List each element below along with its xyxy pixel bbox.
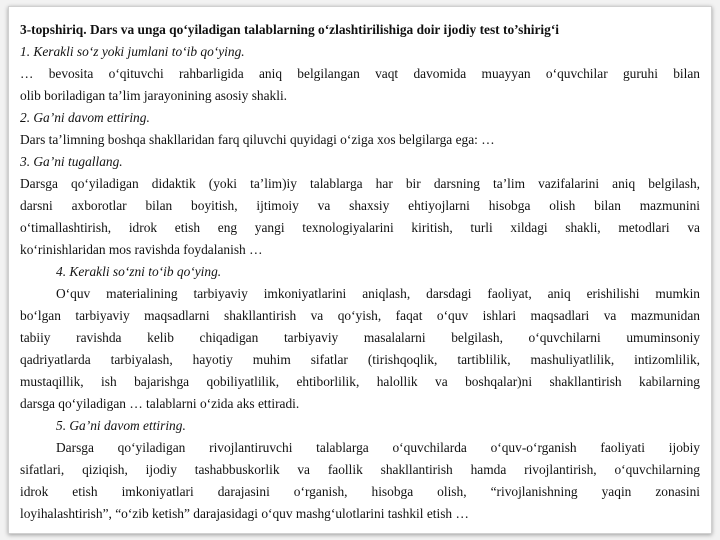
task-3-text-line: ko‘rinishlaridan mos ravishda foydalanish … <box>20 242 263 257</box>
task-2-label: 2. Ga’ni davom ettiring. <box>20 110 150 125</box>
task-5-text-line: idrok etish imkoniyatlari darajasini o‘rganish, hisobga olish, “rivojlanishning yaqin zonasini <box>20 484 700 499</box>
document-body <box>20 19 700 525</box>
task-4-text-line: qadriyatlarda tarbiyalash, hayotiy muhim sifatlar (tirishqoqlik, tartiblilik, mashuliyatlilik, intizomlilik, <box>20 352 700 367</box>
task-4-label: 4. Kerakli so‘zni to‘ib qo‘ying. <box>56 264 222 279</box>
task-5-label: 5. Ga’ni davom ettiring. <box>56 418 186 433</box>
task-5-text-line: loyihalashtirish”, “o‘zib ketish” darajasidagi o‘quv mashg‘ulotlarini tashkil etish … <box>20 506 469 521</box>
task-5-text-line: sifatlari, qiziqish, ijodiy tashabbuskorlik va faollik shakllantirish hamda rivojlantirish, o‘quvchilarning <box>20 462 700 477</box>
task-3-text-line: darsni axborotlar bilan boyitish, ijtimoiy va shaxsiy ehtiyojlarni hisobga olish bilan mazmunini <box>20 198 700 213</box>
task-1-label: 1. Kerakli so‘z yoki jumlani to‘ib qo‘ying. <box>20 44 245 59</box>
task-4-text-line: bo‘lgan tarbiyaviy maqsadlarni shakllantirish va qo‘yish, faqat o‘quv ishlari maqsadlari va mazmunidan <box>20 308 700 323</box>
task-5-text-line: Darsga qo‘yiladigan rivojlantiruvchi talablarga o‘quvchilarda o‘quv-o‘rganish faoliyati ijobiy <box>56 440 700 455</box>
task-4-text-line: darsga qo‘yiladigan … talablarni o‘zida aks ettiradi. <box>20 396 300 411</box>
task-3-text-line: o‘timallashtirish, idrok etish eng yangi texnologiyalarini kiritish, turli xildagi shakli, metodlari va <box>20 220 700 235</box>
task-2-text-line: Dars ta’limning boshqa shakllaridan farq qiluvchi quyidagi o‘ziga xos belgilarga ega: … <box>20 132 495 147</box>
task-4-text-line: O‘quv materialining tarbiyaviy imkoniyatlarini aniqlash, darsdagi faoliyat, aniq erishilishi mumkin <box>56 286 700 301</box>
task-1-text-line: olib boriladigan ta’lim jarayonining asosiy shakli. <box>20 88 288 103</box>
document-title: 3-topshiriq. Dars va unga qo‘yiladigan talablarning o‘zlashtirilishiga doir ijodiy test to’shirig‘i <box>20 22 560 37</box>
document-page <box>8 6 712 534</box>
task-3-text-line: Darsga qo‘yiladigan didaktik (yoki ta’lim)iy talablarga har bir darsning ta’lim vazifalarini aniq belgilash, <box>20 176 700 191</box>
task-4-text-line: mustaqillik, ish bajarishga qobiliyatlilik, ehtiborlilik, halollik va boshqalar)ni shakllantirish kabilarning <box>20 374 700 389</box>
task-1-text-line: … bevosita o‘qituvchi rahbarligida aniq belgilangan vaqt davomida muayyan o‘quvchilar guruhi bilan <box>20 66 700 81</box>
task-3-label: 3. Ga’ni tugallang. <box>20 154 123 169</box>
task-4-text-line: tabiiy ravishda kelib chiqadigan tarbiyaviy masalalarni belgilash, o‘quvchilarni umuminsoniy <box>20 330 700 345</box>
